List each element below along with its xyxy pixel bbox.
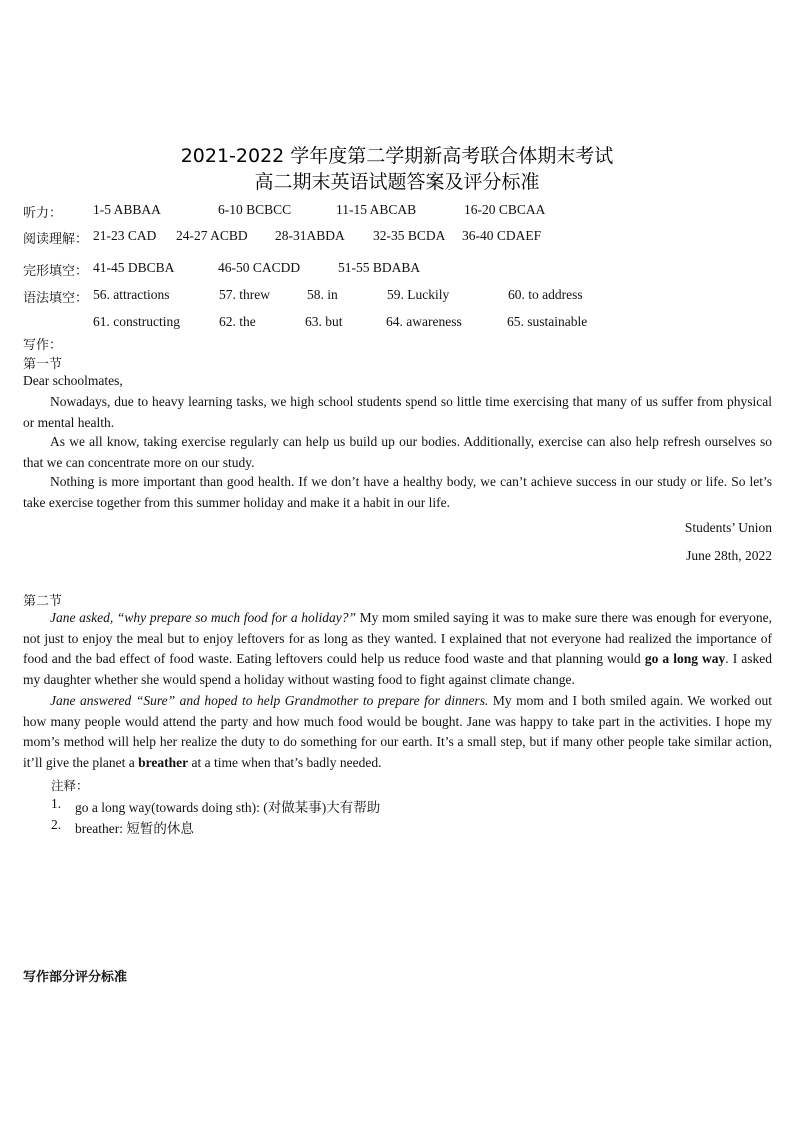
notes-label: 注释：	[51, 778, 89, 793]
document-title-line1: 2021-2022 学年度第二学期新高考联合体期末考试	[180, 145, 614, 167]
listening-answer: 11-15 ABCAB	[336, 202, 417, 217]
listening-answer: 6-10 BCBCC	[218, 202, 292, 217]
letter-paragraph: Nothing is more important than good health. If we don’t have a healthy body, we can’t achieve success in our study or life. So let’s take exercise together from this summer holiday and make it a habit in our life.	[23, 474, 772, 510]
listening-label: 听力：	[23, 206, 63, 221]
grammar-answer: 62. the	[219, 314, 256, 329]
listening-answer: 1-5 ABBAA	[93, 202, 161, 217]
reading-answer: 32-35 BCDA	[373, 228, 446, 243]
scoring-heading: 写作部分评分标准	[23, 970, 128, 985]
paragraph-text: at a time when that’s badly needed.	[188, 754, 382, 770]
grammar-answer: 60. to address	[508, 287, 583, 302]
note-number: 1.	[51, 796, 62, 811]
letter-paragraph: As we all know, taking exercise regularly can help us build up our bodies. Additionally, exercise can also help refresh ourselves so that we can concentrate more on our study.	[23, 434, 772, 470]
continuation-paragraph-2	[23, 691, 772, 773]
cloze-answer: 46-50 CACDD	[218, 260, 301, 275]
letter-date: June 28th, 2022	[686, 548, 772, 563]
grammar-answer: 63. but	[305, 314, 343, 329]
bold-phrase: go a long way	[644, 651, 726, 666]
document-title-line2: 高二期末英语试题答案及评分标准	[254, 171, 540, 193]
grammar-answer: 57. threw	[219, 287, 270, 302]
cloze-answer: 41-45 DBCBA	[93, 260, 175, 275]
reading-answer: 24-27 ACBD	[176, 228, 248, 243]
listening-answer: 16-20 CBCAA	[464, 202, 546, 217]
section1-heading: 第一节	[23, 357, 63, 372]
cloze-answer: 51-55 BDABA	[338, 260, 421, 275]
cloze-label: 完形填空：	[23, 264, 89, 279]
section2-heading: 第二节	[23, 594, 63, 609]
bold-phrase: breather	[138, 754, 189, 770]
grammar-answer: 59. Luckily	[387, 287, 450, 302]
paragraph-text: My mom and I both smiled again. We worked out how many people would attend the party and how much food would be bought. Jane was happy to take part in the activities. I hope my mom’s method will help her realize the duty to do something for our earth. It’s a small step, but if many other people take similar action, it’ll give the planet a	[23, 693, 773, 770]
note-text: breather: 短暂的休息	[75, 821, 194, 836]
grammar-answer: 65. sustainable	[507, 314, 588, 329]
salutation: Dear schoolmates,	[23, 373, 123, 388]
letter-paragraph: Nowadays, due to heavy learning tasks, we high school students spend so little time exercising that many of us suffer from physical or mental health.	[23, 394, 772, 430]
grammar-answer: 58. in	[307, 287, 338, 302]
italic-quote: Jane asked, “why prepare so much food for a holiday?”	[50, 610, 357, 625]
paragraph-text: . I asked my daughter whether she would spend a holiday without wasting food to fight against climate change.	[23, 651, 773, 687]
paragraph-text: My mom smiled saying it was to make sure there was enough for everyone, not just to enjoy the meal but to enjoy leftovers for as long as they wanted. I explained that not everyone had realized the importance of food and the bad effect of food waste. Eating leftovers could help us reduce food waste and that planning would	[23, 610, 772, 666]
reading-answer: 21-23 CAD	[93, 228, 157, 243]
note-text: go a long way(towards doing sth): (对做某事)大有帮助	[75, 800, 381, 815]
grammar-answer: 56. attractions	[93, 287, 170, 302]
reading-answer: 28-31ABDA	[275, 228, 345, 243]
grammar-answer: 61. constructing	[93, 314, 180, 329]
letter-signature: Students’ Union	[684, 520, 772, 535]
grammar-answer: 64. awareness	[386, 314, 462, 329]
reading-answer: 36-40 CDAEF	[462, 228, 542, 243]
grammar-label: 语法填空：	[23, 291, 89, 306]
reading-label: 阅读理解：	[23, 232, 89, 247]
italic-quote: Jane answered “Sure” and hoped to help Grandmother to prepare for dinners.	[50, 693, 489, 708]
writing-label: 写作：	[23, 338, 63, 353]
note-number: 2.	[51, 817, 62, 832]
continuation-paragraph-1	[23, 608, 772, 690]
